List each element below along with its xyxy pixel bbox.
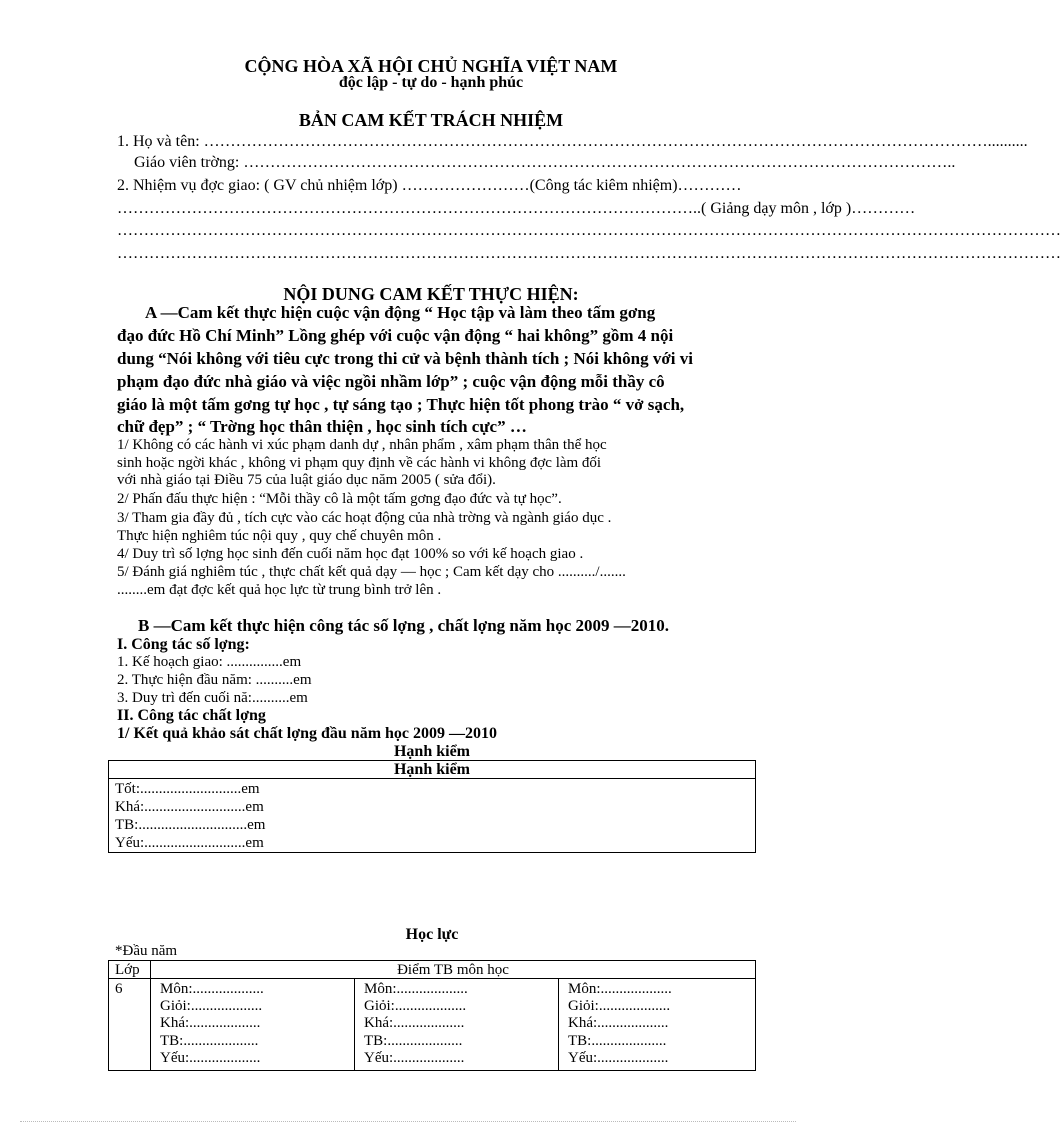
motto: độc lập - tự do - hạnh phúc: [338, 74, 524, 91]
section-a-line-3: dung “Nói không với tiêu cực trong thi cử và bệnh thành tích ; Nói không với vi: [117, 349, 693, 368]
col2-subject: Môn:...................: [364, 981, 468, 997]
document-title: BẢN CAM KẾT TRÁCH NHIỆM: [298, 110, 564, 130]
section-a-line-6: chữ đẹp” ; “ Trờng học thân thiện , học sinh tích cực” …: [117, 417, 527, 436]
survey-heading: 1/ Kết quả khảo sát chất lợng đầu năm học 2009 —2010: [117, 725, 498, 742]
class-number: 6: [115, 981, 123, 997]
col1-subject: Môn:...................: [160, 981, 264, 997]
item-1-line-1: 1/ Không có các hành vi xúc phạm danh dự , nhân phẩm , xâm phạm thân thể học: [117, 437, 607, 453]
col3-weak: Yếu:...................: [568, 1050, 669, 1066]
section-b-heading: B —Cam kết thực hiện công tác số lợng , chất lợng năm học 2009 —2010.: [138, 616, 670, 635]
col1-weak: Yếu:...................: [160, 1050, 261, 1066]
conduct-header: Hạnh kiểm: [393, 761, 470, 778]
col3-average: TB:....................: [568, 1033, 667, 1049]
quantity-start: 2. Thực hiện đầu năm: ..........em: [117, 672, 312, 688]
col2-good: Khá:...................: [364, 1015, 465, 1031]
teaching-line: ………………………………………………………………………………………………..( Giảng dạy môn , lớp )…………: [117, 200, 916, 217]
conduct-average: TB:.............................em: [115, 817, 266, 833]
page-bottom-edge: [20, 1121, 796, 1122]
col1-excellent: Giỏi:...................: [160, 998, 263, 1014]
item-3-line-2: Thực hiện nghiêm túc nội quy , quy chế chuyên môn .: [117, 528, 442, 544]
section-a-line-2: đạo đức Hồ Chí Minh” Lồng ghép với cuộc vận động “ hai không” gồm 4 nội: [117, 326, 674, 345]
blank-line-1: ……………………………………………………………………………………………………………………………………………………………: [117, 222, 1061, 239]
col3-excellent: Giỏi:...................: [568, 998, 671, 1014]
col1-average: TB:....................: [160, 1033, 259, 1049]
col3-subject: Môn:...................: [568, 981, 672, 997]
academic-caption: Học lực: [405, 926, 459, 943]
item-4: 4/ Duy trì số lợng học sinh đến cuối năm học đạt 100% so với kế hoạch giao .: [117, 546, 584, 562]
quantity-end: 3. Duy trì đến cuối nă:..........em: [117, 690, 308, 706]
score-column-divider-1: [354, 978, 355, 1070]
section-a-line-4: phạm đạo đức nhà giáo và việc ngồi nhầm lớp” ; cuộc vận động mỗi thầy cô: [117, 372, 665, 391]
content-heading: NỘI DUNG CAM KẾT THỰC HIỆN:: [283, 284, 579, 304]
section-a-line-5: giáo là một tấm gơng tự học , tự sáng tạo ; Thực hiện tốt phong trào “ vở sạch,: [117, 395, 685, 414]
score-column-divider-2: [558, 978, 559, 1070]
quality-heading: II. Công tác chất lợng: [117, 707, 266, 724]
country-name: CỘNG HÒA XÃ HỘI CHỦ NGHĨA VIỆT NAM: [244, 56, 618, 76]
name-line: 1. Họ và tên: …………………………………………………………………………………………………………………………………..........: [117, 133, 1028, 150]
col2-weak: Yếu:...................: [364, 1050, 465, 1066]
item-5-line-2: ........em đạt đợc kết quả học lực từ trung bình trở lên .: [117, 582, 442, 598]
conduct-weak: Yếu:...........................em: [115, 835, 264, 851]
item-3-line-1: 3/ Tham gia đầy đủ , tích cực vào các hoạt động của nhà trờng và ngành giáo dục .: [117, 510, 612, 526]
school-line: Giáo viên trờng: ……………………………………………………………………………………………………………………..: [134, 154, 956, 171]
conduct-fair: Khá:...........................em: [115, 799, 264, 815]
class-column-header: Lớp: [115, 962, 140, 978]
item-2: 2/ Phấn đấu thực hiện : “Mỗi thầy cô là một tấm gơng đạo đức và tự học”.: [117, 491, 562, 507]
item-1-line-2: sinh hoặc ngời khác , không vi phạm quy định về các hành vi không đợc làm đối: [117, 455, 602, 471]
col1-good: Khá:...................: [160, 1015, 261, 1031]
quantity-heading: I. Công tác số lợng:: [117, 636, 250, 653]
section-a-line-1: A —Cam kết thực hiện cuộc vận động “ Học tập và làm theo tấm gơng: [145, 303, 656, 322]
item-1-line-3: với nhà giáo tại Điều 75 của luật giáo dục năm 2005 ( sửa đổi).: [117, 472, 496, 488]
period-label: *Đầu năm: [115, 943, 178, 959]
col3-good: Khá:...................: [568, 1015, 669, 1031]
duty-line: 2. Nhiệm vụ đợc giao: ( GV chủ nhiệm lớp) ……………………(Công tác kiêm nhiệm)…………: [117, 177, 742, 194]
quantity-plan: 1. Kế hoạch giao: ...............em: [117, 654, 302, 670]
item-5-line-1: 5/ Đánh giá nghiêm túc , thực chất kết quả dạy — học ; Cam kết dạy cho ........../.......: [117, 564, 626, 580]
conduct-good: Tốt:...........................em: [115, 781, 260, 797]
col2-average: TB:....................: [364, 1033, 463, 1049]
col2-excellent: Giỏi:...................: [364, 998, 467, 1014]
blank-line-2: ……………………………………………………………………………………………………………………………………………………………: [117, 245, 1061, 262]
conduct-caption: Hạnh kiểm: [393, 743, 470, 760]
scores-column-header: Điểm TB môn học: [397, 962, 509, 978]
